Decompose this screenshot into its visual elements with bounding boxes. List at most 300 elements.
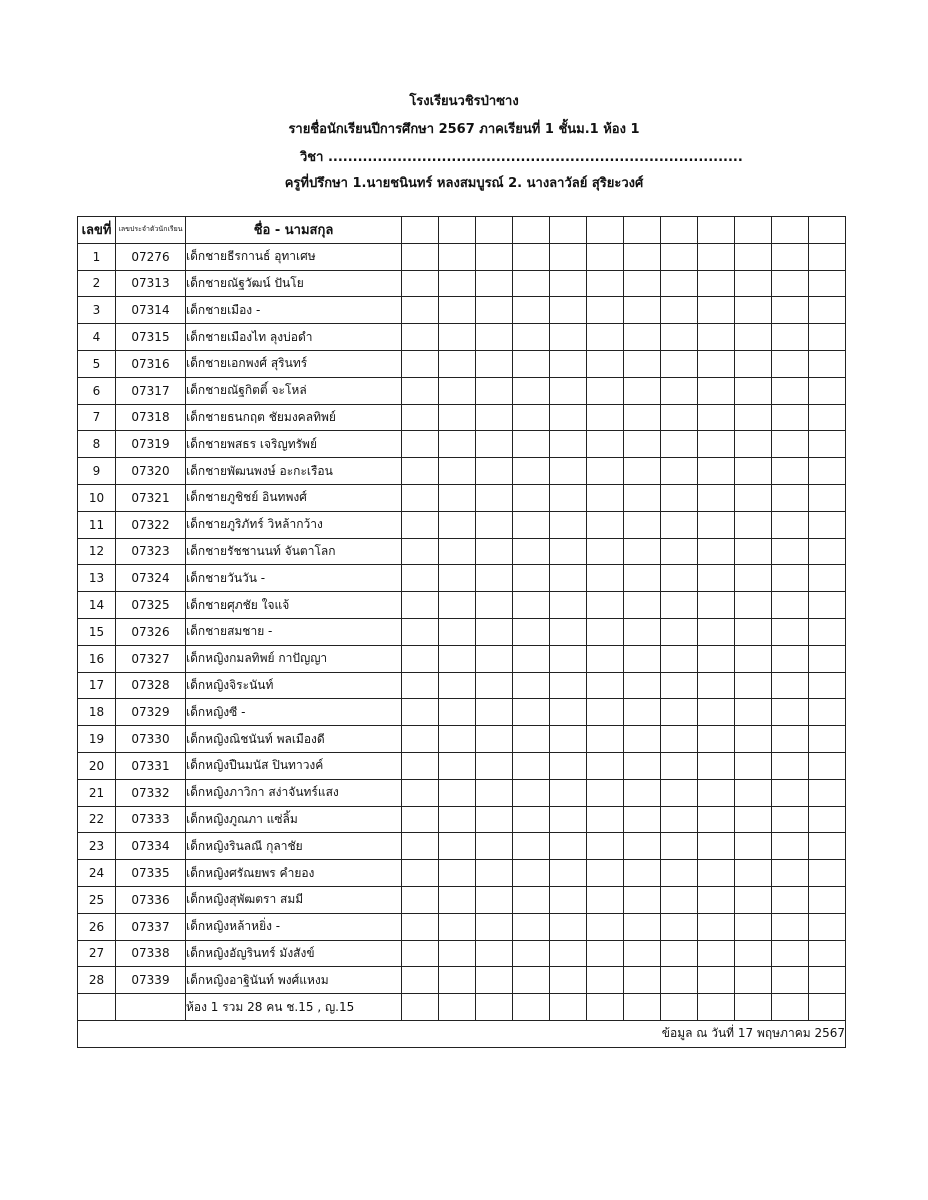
student-id: 07323 [116,538,186,565]
blank-header-cell [439,217,476,244]
blank-cell [402,779,439,806]
blank-cell [402,431,439,458]
blank-cell [439,994,476,1021]
blank-cell [550,672,587,699]
blank-cell [772,243,809,270]
blank-cell [476,886,513,913]
student-id: 07334 [116,833,186,860]
blank-cell [698,592,735,619]
blank-cell [402,484,439,511]
blank-cell [550,645,587,672]
student-id: 07316 [116,350,186,377]
blank-cell [402,726,439,753]
blank-cell [439,565,476,592]
advisors-line: ครูที่ปรึกษา 1.นายชนินทร์ หลงสมบูรณ์ 2. นางลาวัลย์ สุริยะวงศ์ [284,176,644,191]
row-number: 3 [78,297,116,324]
blank-cell [624,886,661,913]
table-row [78,297,846,324]
student-id: 07326 [116,618,186,645]
data-date-note: ข้อมูล ณ วันที่ 17 พฤษภาคม 2567 [78,1020,846,1047]
blank-cell [476,913,513,940]
table-row [78,699,846,726]
blank-cell [513,404,550,431]
blank-cell [735,511,772,538]
blank-cell [772,565,809,592]
blank-cell [550,324,587,351]
blank-cell [550,779,587,806]
blank-cell [587,752,624,779]
student-id: 07324 [116,565,186,592]
blank-cell [624,860,661,887]
student-name: เด็กชายพสธร เจริญทรัพย์ [186,431,402,458]
blank-cell [587,618,624,645]
blank-cell [698,458,735,485]
student-id: 07321 [116,484,186,511]
blank-cell [513,538,550,565]
blank-cell [476,458,513,485]
blank-cell [809,860,846,887]
blank-cell [439,940,476,967]
blank-cell [550,297,587,324]
blank-cell [772,645,809,672]
student-name: เด็กหญิงจิระนันท์ [186,672,402,699]
blank-cell [402,752,439,779]
blank-cell [550,243,587,270]
blank-cell [735,967,772,994]
student-name: เด็กชายศุภชัย ใจแจ้ [186,592,402,619]
student-id: 07319 [116,431,186,458]
blank-cell [809,324,846,351]
blank-cell [661,806,698,833]
table-row [78,431,846,458]
row-number: 21 [78,779,116,806]
blank-cell [550,484,587,511]
blank-cell [809,672,846,699]
blank-cell [772,860,809,887]
blank-cell [476,752,513,779]
blank-cell [698,270,735,297]
blank-cell [402,940,439,967]
blank-cell [661,618,698,645]
blank-cell [587,592,624,619]
row-number: 19 [78,726,116,753]
blank-cell [513,431,550,458]
blank-cell [439,806,476,833]
blank-cell [772,994,809,1021]
blank-cell [550,538,587,565]
blank-cell [476,297,513,324]
blank-cell [550,833,587,860]
blank-cell [735,752,772,779]
row-number: 24 [78,860,116,887]
table-row [78,565,846,592]
blank-cell [476,377,513,404]
student-name: เด็กชายภูชิชย์ อินทพงศ์ [186,484,402,511]
blank-cell [661,752,698,779]
blank-cell [661,994,698,1021]
blank-cell [513,350,550,377]
table-row [78,940,846,967]
blank-cell [513,967,550,994]
blank-cell [735,726,772,753]
blank-cell [772,886,809,913]
student-id: 07322 [116,511,186,538]
blank-cell [735,645,772,672]
blank-cell [513,726,550,753]
blank-cell [439,431,476,458]
blank-header-cell [402,217,439,244]
student-id: 07314 [116,297,186,324]
student-name: เด็กชายณัฐกิตติ์ จะโหล่ [186,377,402,404]
row-number: 1 [78,243,116,270]
blank-cell [439,699,476,726]
blank-cell [439,243,476,270]
blank-cell [439,618,476,645]
blank-header-cell [698,217,735,244]
blank-cell [513,377,550,404]
blank-cell [624,297,661,324]
blank-cell [476,538,513,565]
blank-cell [587,324,624,351]
student-id: 07331 [116,752,186,779]
blank-cell [624,458,661,485]
blank-cell [439,458,476,485]
student-name: เด็กหญิงภูณภา แซ่ลิ้ม [186,806,402,833]
blank-cell [735,324,772,351]
summary-blank-cell [78,994,116,1021]
blank-cell [661,458,698,485]
blank-cell [513,913,550,940]
table-row [78,511,846,538]
student-id: 07328 [116,672,186,699]
blank-cell [661,431,698,458]
blank-cell [587,511,624,538]
row-number: 6 [78,377,116,404]
blank-cell [476,270,513,297]
blank-cell [809,618,846,645]
row-number: 18 [78,699,116,726]
summary-row [78,994,846,1021]
blank-cell [772,940,809,967]
blank-cell [587,565,624,592]
student-name: เด็กหญิงณิชนันท์ พลเมืองดี [186,726,402,753]
blank-cell [772,431,809,458]
blank-cell [698,806,735,833]
blank-cell [698,404,735,431]
blank-cell [587,243,624,270]
blank-cell [624,377,661,404]
table-header-row [78,217,846,244]
table-row [78,833,846,860]
blank-header-cell [772,217,809,244]
student-id: 07329 [116,699,186,726]
table-row [78,377,846,404]
blank-cell [439,645,476,672]
blank-cell [809,913,846,940]
blank-cell [698,726,735,753]
blank-cell [809,350,846,377]
blank-cell [476,940,513,967]
blank-cell [550,860,587,887]
blank-cell [587,645,624,672]
blank-cell [809,565,846,592]
student-id: 07336 [116,886,186,913]
blank-cell [402,538,439,565]
blank-cell [624,538,661,565]
blank-cell [439,752,476,779]
student-id: 07318 [116,404,186,431]
blank-cell [624,672,661,699]
blank-cell [661,377,698,404]
blank-cell [550,806,587,833]
blank-cell [587,806,624,833]
blank-cell [809,886,846,913]
student-name: เด็กหญิงอัญรินทร์ มังสังข์ [186,940,402,967]
student-id: 07320 [116,458,186,485]
blank-cell [624,565,661,592]
blank-cell [513,484,550,511]
blank-cell [698,538,735,565]
blank-cell [661,672,698,699]
blank-cell [735,592,772,619]
summary-blank-cell [116,994,186,1021]
student-id: 07335 [116,860,186,887]
blank-cell [550,458,587,485]
blank-cell [698,511,735,538]
blank-cell [402,565,439,592]
student-id: 07317 [116,377,186,404]
blank-cell [550,592,587,619]
subject-line: วิชา .................................................................................... [300,150,743,165]
blank-cell [772,270,809,297]
blank-cell [402,672,439,699]
blank-cell [402,270,439,297]
blank-cell [402,994,439,1021]
blank-cell [698,967,735,994]
blank-cell [476,618,513,645]
blank-cell [809,779,846,806]
column-header-number: เลขที่ [78,217,116,244]
student-id: 07339 [116,967,186,994]
blank-cell [402,511,439,538]
blank-cell [698,431,735,458]
blank-cell [809,806,846,833]
blank-cell [661,967,698,994]
blank-cell [513,511,550,538]
blank-cell [809,940,846,967]
blank-cell [587,297,624,324]
row-number: 17 [78,672,116,699]
blank-cell [735,538,772,565]
blank-cell [772,377,809,404]
student-id: 07276 [116,243,186,270]
blank-cell [698,833,735,860]
blank-cell [439,324,476,351]
row-number: 16 [78,645,116,672]
blank-cell [772,350,809,377]
blank-cell [402,350,439,377]
row-number: 22 [78,806,116,833]
row-number: 2 [78,270,116,297]
blank-cell [624,967,661,994]
blank-cell [439,913,476,940]
column-header-name: ชื่อ - นามสกุล [186,217,402,244]
blank-header-cell [513,217,550,244]
blank-cell [809,511,846,538]
blank-cell [624,592,661,619]
blank-cell [624,243,661,270]
blank-cell [809,833,846,860]
blank-cell [698,860,735,887]
blank-cell [513,806,550,833]
blank-cell [513,618,550,645]
blank-cell [698,350,735,377]
table-row [78,458,846,485]
blank-cell [772,484,809,511]
blank-cell [439,886,476,913]
table-row [78,726,846,753]
row-number: 11 [78,511,116,538]
table-row [78,324,846,351]
blank-cell [587,913,624,940]
blank-cell [587,940,624,967]
blank-cell [735,350,772,377]
blank-cell [698,699,735,726]
blank-cell [735,404,772,431]
blank-cell [624,940,661,967]
blank-cell [476,592,513,619]
blank-cell [735,243,772,270]
blank-cell [513,243,550,270]
blank-cell [587,458,624,485]
table-row [78,350,846,377]
blank-cell [735,913,772,940]
blank-cell [402,404,439,431]
blank-cell [661,833,698,860]
blank-cell [735,833,772,860]
blank-cell [735,377,772,404]
row-number: 15 [78,618,116,645]
blank-cell [698,618,735,645]
blank-cell [439,779,476,806]
row-number: 14 [78,592,116,619]
row-number: 4 [78,324,116,351]
blank-cell [550,994,587,1021]
blank-cell [476,404,513,431]
row-number: 7 [78,404,116,431]
blank-cell [402,243,439,270]
blank-cell [587,699,624,726]
blank-cell [587,538,624,565]
blank-cell [661,243,698,270]
blank-cell [402,618,439,645]
student-name: เด็กชายธนกฤต ชัยมงคลทิพย์ [186,404,402,431]
blank-cell [587,404,624,431]
blank-cell [402,806,439,833]
blank-cell [735,297,772,324]
blank-cell [402,833,439,860]
table-row [78,913,846,940]
blank-cell [661,940,698,967]
blank-cell [661,886,698,913]
blank-cell [735,779,772,806]
table-row [78,592,846,619]
blank-cell [513,672,550,699]
blank-cell [661,779,698,806]
blank-cell [439,484,476,511]
blank-cell [513,886,550,913]
blank-cell [809,592,846,619]
blank-cell [402,297,439,324]
blank-cell [550,377,587,404]
blank-cell [476,645,513,672]
blank-cell [809,994,846,1021]
blank-header-cell [624,217,661,244]
blank-cell [587,779,624,806]
blank-cell [661,270,698,297]
blank-cell [476,699,513,726]
blank-cell [587,967,624,994]
blank-cell [661,324,698,351]
blank-cell [661,726,698,753]
blank-cell [402,324,439,351]
student-name: เด็กชายภูริภัทร์ วิหล้ากว้าง [186,511,402,538]
table-row [78,806,846,833]
blank-header-cell [661,217,698,244]
student-id: 07338 [116,940,186,967]
blank-cell [476,726,513,753]
blank-cell [661,404,698,431]
blank-cell [809,243,846,270]
student-name: เด็กชายเมือง - [186,297,402,324]
row-number: 10 [78,484,116,511]
blank-cell [772,779,809,806]
blank-cell [439,404,476,431]
blank-cell [402,913,439,940]
row-number: 27 [78,940,116,967]
blank-cell [809,752,846,779]
blank-cell [809,484,846,511]
blank-cell [476,431,513,458]
blank-cell [772,458,809,485]
school-name: โรงเรียนวชิรป่าซาง [409,94,519,109]
blank-cell [476,967,513,994]
blank-cell [772,699,809,726]
blank-cell [661,511,698,538]
table-row [78,538,846,565]
student-name: เด็กชายเมืองไท ลุงบ่อดำ [186,324,402,351]
blank-header-cell [550,217,587,244]
student-name: เด็กหญิงอาฐินันท์ พงศ์แหงม [186,967,402,994]
blank-cell [550,565,587,592]
blank-cell [661,538,698,565]
blank-cell [550,913,587,940]
student-name: เด็กชายณัฐวัฒน์ ปันโย [186,270,402,297]
blank-cell [735,994,772,1021]
blank-cell [550,699,587,726]
blank-cell [809,377,846,404]
table-row [78,618,846,645]
blank-cell [513,994,550,1021]
blank-cell [550,511,587,538]
blank-cell [772,404,809,431]
row-number: 28 [78,967,116,994]
blank-cell [587,672,624,699]
table-row [78,860,846,887]
blank-cell [513,833,550,860]
student-id: 07315 [116,324,186,351]
blank-cell [513,592,550,619]
